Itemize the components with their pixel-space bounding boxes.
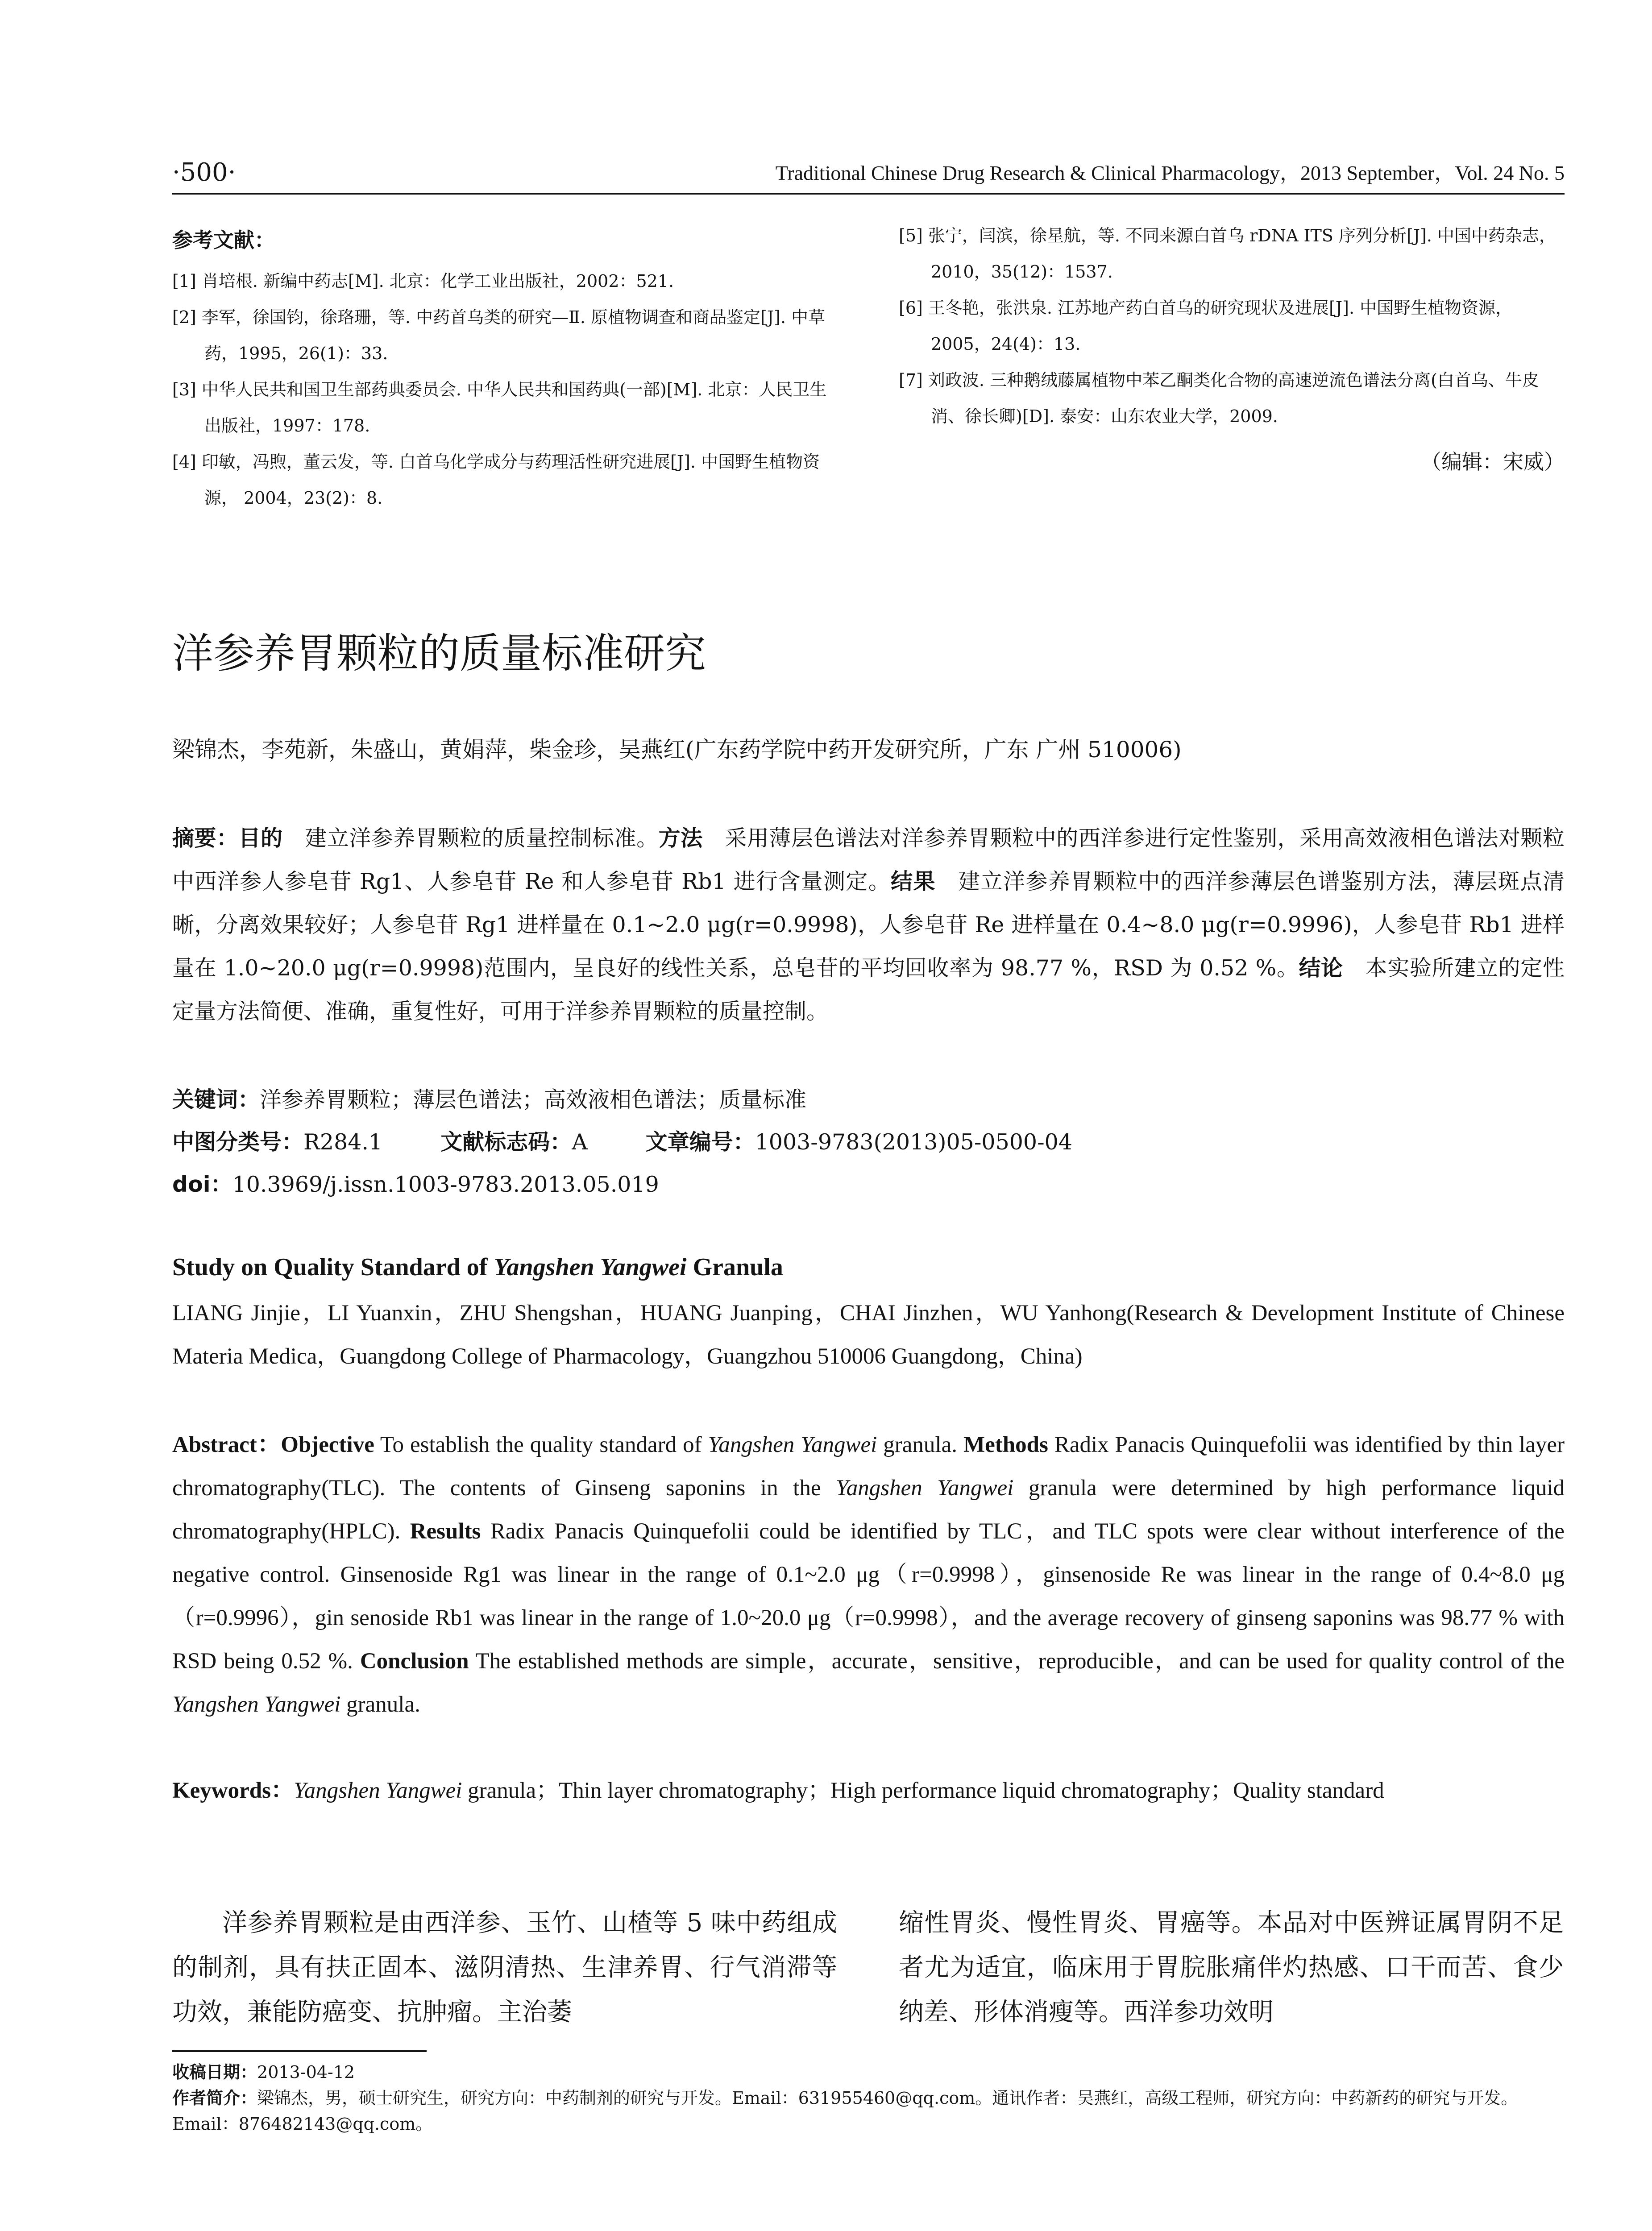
doi: 10.3969/j.issn.1003-9783.2013.05.019 — [232, 1172, 659, 1197]
en-keyword-italic: Yangshen Yangwei — [293, 1778, 462, 1803]
references-heading: 参考文献： — [172, 228, 275, 252]
en-results-text: Radix Panacis Quinquefolii could be identified by TLC，and TLC spots were clear without interference of the negative control. Ginsenoside Rg1 was linear in the range of 0.1~2.0 μg（r=0.9998），ginsenoside Re was linear in the range of 0.4~8.0 μg（r=0.9996），gin senoside Rb1 was linear in the range of 1.0~20.0 μg（r=0.9998），and the average recovery of ginseng saponins was 98.77 % with RSD being 0.52 %. — [172, 1519, 1565, 1674]
english-keywords — [172, 1769, 1565, 1812]
chinese-abstract — [172, 817, 1565, 1033]
author-info-line — [172, 2085, 1565, 2137]
doi-line — [172, 1169, 1565, 1200]
results-label: 结果 — [891, 869, 936, 894]
keywords: 洋参养胃颗粒；薄层色谱法；高效液相色谱法；质量标准 — [260, 1087, 807, 1112]
received-date-label: 收稿日期： — [172, 2062, 257, 2082]
article-title: 洋参养胃颗粒的质量标准研究 — [172, 630, 706, 677]
english-abstract — [172, 1423, 1565, 1726]
conclusion-label: 结论 — [1299, 955, 1343, 981]
author-info-label: 作者简介： — [172, 2088, 257, 2108]
doi-label: doi： — [172, 1172, 232, 1197]
running-header — [172, 157, 1565, 188]
english-title-suffix: Granula — [686, 1253, 783, 1281]
objective-label: 目的 — [238, 825, 283, 851]
en-abstract-label: Abstract： — [172, 1432, 281, 1457]
doc-code-label: 文献标志码： — [440, 1129, 572, 1155]
en-conclusion-label: Conclusion — [360, 1649, 469, 1674]
reference-item: [3] 中华人民共和国卫生部药典委员会. 中华人民共和国药典(一部)[M]. 北京：人民卫生出版社，1997：178. — [172, 380, 827, 435]
en-keywords-text: granula；Thin layer chromatography；High performance liquid chromatography；Quality standard — [462, 1778, 1384, 1803]
article-authors: 梁锦杰，李苑新，朱盛山，黄娟萍，柴金珍，吴燕红(广东药学院中药开发研究所，广东 广州 510006) — [172, 737, 1182, 763]
english-title-italic: Yangshen Yangwei — [494, 1253, 687, 1281]
received-date: 2013-04-12 — [257, 2062, 355, 2082]
author-info: 梁锦杰，男，硕士研究生，研究方向：中药制剂的研究与开发。Email：631955460@qq.com。通讯作者：吴燕红，高级工程师，研究方向：中药新药的研究与开发。Email：876482143@qq.com。 — [172, 2088, 1518, 2134]
reference-item: [1] 肖培根. 新编中药志[M]. 北京：化学工业出版社，2002：521. — [172, 271, 674, 291]
en-conclusion-text-end: granula. — [340, 1692, 420, 1717]
en-objective-text-end: granula. — [877, 1432, 963, 1457]
reference-item: [7] 刘政波. 三种鹅绒藤属植物中苯乙酮类化合物的高速逆流色谱法分离(白首乌、牛皮消、徐长卿)[D]. 泰安：山东农业大学，2009. — [899, 370, 1539, 426]
en-conclusion-text: The established methods are simple，accurate，sensitive，reproducible，and can be used for quality control of the — [469, 1649, 1565, 1674]
doc-code: A — [572, 1129, 588, 1155]
en-italic-term: Yangshen Yangwei — [836, 1476, 1014, 1501]
results-text: 建立洋参养胃颗粒中的西洋参薄层色谱鉴别方法，薄层斑点清晰，分离效果较好；人参皂苷 Rg1 进样量在 0.1~2.0 μg(r=0.9998)，人参皂苷 Re 进样量在 0.4~8.0 μg(r=0.9996)，人参皂苷 Rb1 进样量在 1.0~20.0 μg(r=0.9998)范围内，呈良好的线性关系，总皂苷的平均回收率为 98.77 %，RSD 为 0.52 %。 — [172, 869, 1565, 981]
footnote — [172, 2059, 1565, 2137]
body-text-left-column: 洋参养胃颗粒是由西洋参、玉竹、山楂等 5 味中药组成的制剂，具有扶正固本、滋阴清热、生津养胃、行气消滞等功效，兼能防癌变、抗肿瘤。主治萎 — [172, 1908, 837, 2027]
keywords-label: 关键词： — [172, 1087, 260, 1112]
reference-item: [5] 张宁，闫滨，徐星航，等. 不同来源白首乌 rDNA ITS 序列分析[J]. 中国中药杂志，2010，35(12)：1537. — [899, 226, 1557, 282]
english-title — [172, 1249, 783, 1285]
objective-text: 建立洋参养胃颗粒的质量控制标准。 — [304, 825, 659, 851]
reference-item: [2] 李军，徐国钧，徐珞珊，等. 中药首乌类的研究—Ⅱ. 原植物调查和商品鉴定[J]. 中草药，1995，26(1)：33. — [172, 307, 826, 363]
en-methods-label: Methods — [963, 1432, 1048, 1457]
conclusion-text: 本实验所建立的定性定量方法简便、准确，重复性好，可用于洋参养胃颗粒的质量控制。 — [172, 955, 1565, 1024]
clc-number: R284.1 — [303, 1129, 383, 1155]
editor-note: （编辑：宋威） — [1421, 450, 1565, 474]
reference-item: [4] 印敏，冯煦，董云发，等. 白首乌化学成分与药理活性研究进展[J]. 中国野生植物资源， 2004，23(2)：8. — [172, 452, 820, 508]
en-keywords-label: Keywords： — [172, 1778, 294, 1803]
methods-text: 采用薄层色谱法对洋参养胃颗粒中的西洋参进行定性鉴别，采用高效液相色谱法对颗粒中西洋参人参皂苷 Rg1、人参皂苷 Re 和人参皂苷 Rb1 进行含量测定。 — [172, 825, 1565, 894]
methods-label: 方法 — [658, 825, 703, 851]
keywords-line — [172, 1084, 1565, 1116]
en-objective-text: To establish the quality standard of — [374, 1432, 708, 1457]
english-title-prefix: Study on Quality Standard of — [172, 1253, 494, 1281]
references-left-column — [172, 263, 842, 516]
en-methods-text: Radix Panacis Quinquefolii was identified by thin layer chromatography(TLC). The contents of Ginseng saponins in the — [172, 1432, 1565, 1501]
en-italic-term: Yangshen Yangwei — [708, 1432, 877, 1457]
en-objective-label: Objective — [281, 1432, 374, 1457]
clc-label: 中图分类号： — [172, 1129, 304, 1155]
received-date-line — [172, 2059, 1565, 2085]
body-text-right-column: 缩性胃炎、慢性胃炎、胃癌等。本品对中医辨证属胃阴不足者尤为适宜，临床用于胃脘胀痛伴灼热感、口干而苦、食少纳差、形体消瘦等。西洋参功效明 — [899, 1908, 1564, 2027]
footnote-rule — [172, 2050, 427, 2052]
page-number: ·500· — [172, 158, 236, 187]
en-methods-text-end: granula were determined by high performance liquid chromatography(HPLC). — [172, 1476, 1565, 1544]
article-number: 1003-9783(2013)05-0500-04 — [755, 1129, 1073, 1155]
classification-line — [172, 1127, 1565, 1158]
reference-item: [6] 王冬艳，张洪泉. 江苏地产药白首乌的研究现状及进展[J]. 中国野生植物资源，2005，24(4)：13. — [899, 298, 1513, 354]
en-results-label: Results — [410, 1519, 481, 1544]
en-italic-term: Yangshen Yangwei — [172, 1692, 341, 1717]
english-authors: LIANG Jinjie，LI Yuanxin，ZHU Shengshan，HUANG Juanping，CHAI Jinzhen，WU Yanhong(Research & Development Institute of Chinese Materia Medica，Guangdong College of Pharmacology，Guangzhou 510006 Guangdong，China) — [172, 1301, 1565, 1369]
article-number-label: 文章编号： — [645, 1129, 755, 1155]
journal-citation: Traditional Chinese Drug Research & Clinical Pharmacology，2013 September，Vol. 24 No. 5 — [775, 162, 1565, 184]
header-rule — [172, 193, 1565, 195]
references-right-column — [899, 218, 1565, 435]
abstract-label: 摘要： — [172, 825, 239, 851]
